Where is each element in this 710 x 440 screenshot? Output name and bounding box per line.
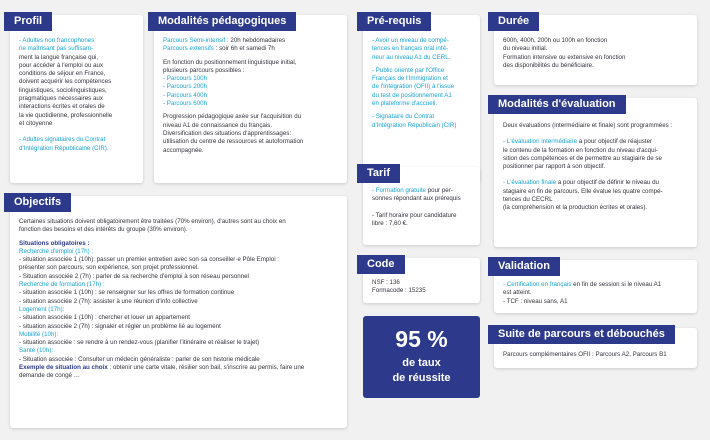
profil-line: ment la langue française qui,: [19, 53, 99, 61]
evaluation-inter-line: positionner par rapport à son objectif.: [503, 163, 606, 171]
modalites-line: [163, 37, 340, 45]
code-title: Code: [357, 255, 405, 274]
success-rate-value: 95 %: [395, 326, 448, 352]
objectifs-text: [19, 218, 340, 381]
profil-line: interactions écrites et orales de: [19, 103, 105, 111]
modalites-progression: utilisation du centre de ressources et autoformation: [163, 138, 304, 146]
parcours-item: - Parcours 200h: [163, 83, 208, 91]
parcours-item: - Parcours 600h: [163, 100, 208, 108]
evaluation-inter-label: - L'évaluation intermédiaire: [503, 138, 578, 146]
modalites-title: Modalités pédagogiques: [148, 12, 296, 31]
prerequis-line: de l'Intégration (OFII) à l'issue: [372, 83, 455, 91]
code-formacode: Formacode : 15235: [372, 287, 426, 295]
profil-line: et citoyenne: [19, 119, 53, 127]
prerequis-line: - Public orienté par l'Office: [372, 66, 445, 74]
section-heading: Santé (10h):: [19, 347, 54, 355]
validation-tcf: - TCF : niveau sans, A1: [503, 297, 568, 305]
profil-line: pour accéder à l'emploi ou aux: [19, 61, 104, 69]
evaluation-finale-line: (la compréhension et la production écrites et orales).: [503, 204, 648, 212]
modalites-card: [154, 15, 347, 183]
prerequis-line: - Signataire du Contrat: [372, 113, 435, 121]
example-line: [19, 364, 340, 372]
profil-line: la vie quotidienne, professionnelle: [19, 111, 113, 119]
objectifs-intro: fonction des besoins et des intérêts du groupe (30% environ).: [19, 226, 188, 234]
duree-line: Formation intensive ou extensive en fonction: [503, 53, 626, 61]
prerequis-line: Français de l'Immigration et: [372, 75, 448, 83]
section-line: - situation associée 1 (10h): passer un premier entretien avec son·sa conseiller·e Pôle Emploi :: [19, 256, 280, 264]
objectifs-intro: Certaines situations doivent obligatoirement être traitées (70% environ), d'autres sont au choix en: [19, 218, 286, 225]
evaluation-inter-rest: a pour objectif de réajuster: [577, 138, 653, 146]
tarif-text: [372, 187, 473, 228]
evaluation-finale-label-text: L'évaluation finale: [506, 179, 557, 187]
prerequis-line: du test de positionnement A1: [372, 91, 452, 99]
success-rate-box: [363, 316, 480, 398]
success-rate-label: de réussite: [392, 372, 451, 384]
code-nsf: NSF : 136: [372, 279, 400, 286]
profil-line: doivent acquérir les compétences: [19, 78, 112, 86]
tarif-free-label: - Formation gratuite: [372, 187, 426, 194]
profil-line: - Adultes non francophones: [19, 37, 95, 44]
validation-line: est atteint.: [503, 289, 532, 297]
evaluation-card: [494, 98, 697, 247]
section-line: - situation associée : se rendre à un rendez-vous (planifier l'itinéraire et réaliser le trajet): [19, 339, 260, 347]
objectifs-card: [10, 196, 347, 428]
profil-card: [10, 15, 143, 183]
profil-line: conditions de séjour en France,: [19, 70, 106, 78]
evaluation-text: [503, 122, 690, 213]
validation-text: [503, 281, 690, 306]
profil-text: [19, 37, 136, 153]
prerequis-title: Pré-requis: [357, 12, 431, 31]
duree-line: 600h, 400h, 200h ou 100h en fonction: [503, 37, 608, 44]
prerequis-card: [363, 15, 480, 183]
profil-title: Profil: [4, 12, 52, 31]
parcours-item: - Parcours 400h: [163, 91, 208, 99]
evaluation-inter-label-text: L'évaluation intermédiaire: [506, 138, 578, 146]
prerequis-line: - Avoir un niveau de compé-: [372, 37, 449, 44]
code-card: [363, 258, 480, 303]
objectifs-title: Objectifs: [4, 193, 71, 212]
duree-title: Durée: [488, 12, 539, 31]
tarif-hourly: - Tarif horaire pour candidature: [372, 211, 457, 219]
evaluation-finale: [503, 179, 690, 187]
tarif-hourly: libre : 7,60 €.: [372, 219, 408, 227]
suite-title: Suite de parcours et débouchés: [488, 325, 675, 344]
modalites-intro: En fonction du positionnement linguistique initial,: [163, 58, 297, 66]
profil-line: ne maîtrisant pas suffisam-: [19, 45, 94, 53]
section-line: - situation associée 1 (10h) : chercher et louer un appartement: [19, 314, 190, 322]
example-rest: : obtenir une carte vitale, résilier son bail, s'inscrire au permis, faire une: [107, 364, 305, 372]
modalites-line2-value: : soir 6h et samedi 7h: [213, 45, 275, 53]
profil-line: pragmatiques nécessaires aux: [19, 95, 103, 103]
evaluation-inter-line: le contenu de la formation en fonction du niveau d'acqui-: [503, 146, 658, 154]
duree-card: [494, 15, 697, 85]
prerequis-text: [372, 37, 473, 130]
suite-card: [494, 328, 697, 368]
tarif-title: Tarif: [357, 164, 400, 183]
section-line: - Situation associée 2 (7h) : parler de sa recherche d'emploi à son réseau personnel: [19, 272, 249, 280]
tarif-free: [372, 187, 473, 195]
modalites-text: [163, 37, 340, 155]
prerequis-line: en plateforme d'accueil.: [372, 100, 438, 108]
evaluation-finale-label: - L'évaluation finale: [503, 179, 557, 187]
example-label: Exemple de situation au choix: [19, 364, 108, 372]
suite-text: [503, 351, 690, 359]
evaluation-finale-line: tences du CECRL: [503, 196, 553, 204]
validation-card: [494, 260, 697, 313]
profil-line: - Adultes signataires du Contrat: [19, 136, 106, 144]
modalites-intro: plusieurs parcours possibles :: [163, 66, 245, 74]
section-line: - situation associée 2 (7h): assister à une réunion d'info collective: [19, 297, 198, 305]
profil-line: d'Intégration Républicaine (CIR).: [19, 144, 109, 152]
duree-text: [503, 37, 690, 70]
modalites-line2-label: Parcours extensifs: [163, 45, 214, 53]
parcours-item: - Parcours 100h: [163, 75, 208, 83]
section-heading: Mobilité (10h):: [19, 330, 59, 338]
validation-cert-label: - Certification en français: [503, 281, 572, 288]
evaluation-finale-rest: a pour objectif de définir le niveau du: [556, 179, 659, 187]
prerequis-line: rieur au niveau A1 du CERL.: [372, 53, 451, 61]
code-text: [372, 279, 473, 296]
duree-line: du niveau initial.: [503, 45, 548, 53]
evaluation-title: Modalités d'évaluation: [488, 95, 626, 114]
prerequis-line: d'Intégration Républicain (CIR): [372, 121, 457, 129]
section-line: - Situation associée : Consulter un médecin généraliste : parler de son historie médicale: [19, 355, 260, 363]
modalites-line1-value: : 20h hebdomadaires: [225, 37, 286, 44]
section-line: - situation associée 1 (10h) : se renseigner sur les offres de formation continue: [19, 289, 235, 297]
prerequis-line: tences en français oral infé-: [372, 45, 449, 53]
obligatoires-heading: Situations obligatoires :: [19, 239, 90, 247]
success-rate-label: de taux: [402, 357, 441, 369]
evaluation-intro: Deux évaluations (intermédiaire et finale) sont programmées :: [503, 122, 673, 129]
modalites-line1-label: Parcours Semi-intensif: [163, 37, 226, 44]
profil-line: linguistiques, sociolinguistiques,: [19, 86, 107, 94]
example-line2: demande de congé …: [19, 372, 80, 380]
evaluation-inter-line: sition des compétences et de permettre au stagiaire de se: [503, 154, 662, 162]
evaluation-inter: [503, 138, 690, 146]
modalites-progression: niveau A1 de connaissance du français.: [163, 121, 273, 129]
section-line: - situation associée 2 (7h) : signaler et régler un problème lié au logement: [19, 322, 221, 330]
section-heading: Recherche de formation (17h) :: [19, 281, 105, 289]
evaluation-finale-line: stagiaire en fin de parcours. Elle évalue les quatre compé-: [503, 187, 663, 195]
validation-cert-rest: en fin de session si le niveau A1: [571, 281, 662, 288]
validation-title: Validation: [488, 257, 560, 276]
modalites-progression: Progression pédagogique axée sur l'acquisition du: [163, 113, 302, 121]
duree-line: des disponibilités du bénéficiaire.: [503, 61, 594, 69]
section-heading: Recherche d'emploi (17h) :: [19, 247, 94, 255]
modalites-progression: accompagnée.: [163, 146, 204, 154]
tarif-card: [363, 167, 480, 245]
modalites-progression: Diversification des situations d'apprentissages:: [163, 129, 292, 137]
tarif-free-rest: pour per-: [426, 187, 453, 194]
suite-line: Parcours complémentaires OFII : Parcours A2, Parcours B1: [503, 351, 667, 358]
modalites-line: [163, 45, 340, 53]
section-heading: Logement (17h):: [19, 305, 65, 313]
validation-cert: [503, 281, 690, 289]
tarif-line: sonnes répondant aux prérequis: [372, 195, 461, 203]
section-line: présenter son parcours, son expérience, son projet professionnel.: [19, 264, 199, 272]
